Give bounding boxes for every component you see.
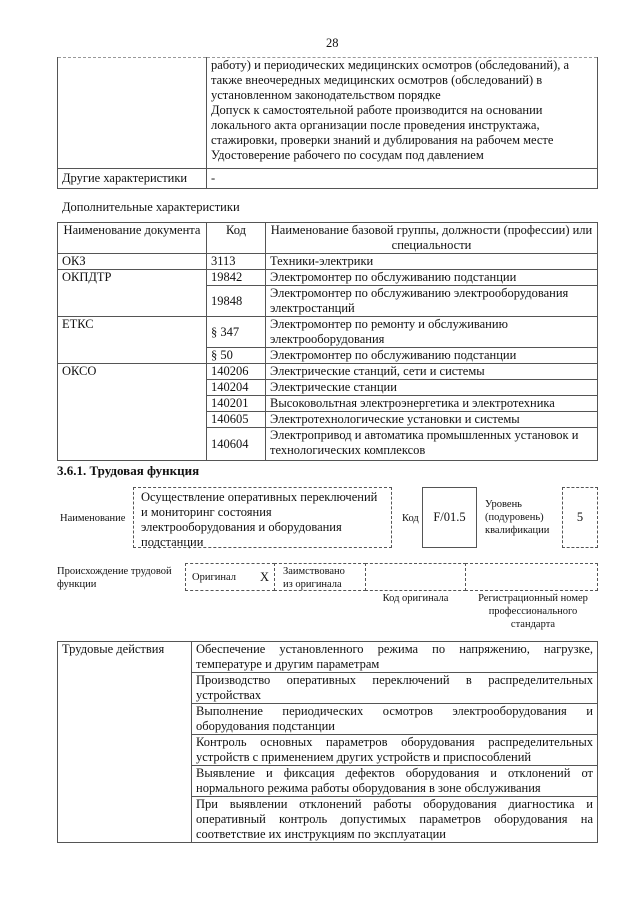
level-value: 5 — [562, 487, 598, 548]
code-cell: 3113 — [207, 254, 266, 270]
other-label: Другие характеристики — [58, 169, 207, 189]
action-row — [58, 642, 598, 673]
name-cell: Техники-электрики — [266, 254, 598, 270]
function-code: F/01.5 — [422, 487, 477, 548]
code-cell: 140605 — [207, 412, 266, 428]
header-doc: Наименование документа — [58, 223, 207, 254]
additional-table — [57, 222, 598, 461]
action-item: Выполнение периодических осмотров электрооборудования и оборудования подстанции — [192, 704, 598, 735]
table-row — [58, 254, 598, 270]
reg-number-caption: Регистрационный номер профессионального стандарта — [478, 593, 588, 630]
name-cell: Электропривод и автоматика промышленных установок и технологических комплексов — [266, 428, 598, 461]
code-label: Код — [402, 513, 419, 524]
other-value: - — [207, 169, 598, 189]
level-label: Уровень (подуровень) квалификации — [485, 499, 550, 536]
requirement-text: Допуск к самостоятельной работе производится на основании локального акта организации после проведения инструктажа, стажировки, проверки знаний и дублирования на рабочем месте — [211, 103, 554, 147]
requirement-text: Удостоверение рабочего по сосудам под давлением — [211, 148, 484, 162]
origin-label: Происхождение трудовой функции — [57, 566, 172, 590]
code-cell: 140604 — [207, 428, 266, 461]
action-item: Обеспечение установленного режима по напряжению, нагрузке, температуре и другим параметрам — [192, 642, 598, 673]
doc-cell: ОКЗ — [58, 254, 207, 270]
name-cell: Электромонтер по ремонту и обслуживанию электрооборудования — [266, 317, 598, 348]
name-cell: Электрические станций, сети и системы — [266, 364, 598, 380]
code-cell: 19848 — [207, 286, 266, 317]
header-code: Код — [207, 223, 266, 254]
page-number: 28 — [326, 36, 339, 50]
name-cell: Электромонтер по обслуживанию электрооборудования электростанций — [266, 286, 598, 317]
code-cell: 19842 — [207, 270, 266, 286]
table-row — [58, 364, 598, 380]
actions-table — [57, 641, 598, 843]
borrowed-label: Заимствовано из оригинала — [274, 563, 366, 591]
table-row — [58, 270, 598, 286]
header-name: Наименование базовой группы, должности (профессии) или специальности — [266, 223, 598, 254]
actions-label: Трудовые действия — [58, 642, 192, 843]
table-row — [58, 317, 598, 348]
doc-cell: ОКСО — [58, 364, 207, 461]
doc-cell: ОКПДТР — [58, 270, 207, 317]
action-item: Контроль основных параметров оборудования распределительных устройств с применением других устройств и приспособлений — [192, 735, 598, 766]
name-cell: Электромонтер по обслуживанию подстанции — [266, 270, 598, 286]
original-label: Оригинал — [192, 572, 236, 583]
origin-code-caption: Код оригинала — [382, 593, 449, 604]
code-cell: 140204 — [207, 380, 266, 396]
doc-cell: ЕТКС — [58, 317, 207, 364]
function-name: Осуществление оперативных переключений и мониторинг состояния электрооборудования и оборудования подстанции — [133, 487, 392, 548]
requirements-table — [57, 57, 598, 189]
code-cell: 140201 — [207, 396, 266, 412]
function-heading: 3.6.1. Трудовая функция — [57, 463, 200, 478]
origin-code-cell — [365, 563, 466, 591]
reg-number-cell — [465, 563, 598, 591]
additional-title: Дополнительные характеристики — [62, 200, 240, 214]
action-item: Выявление и фиксация дефектов оборудования и отклонений от нормального режима работы оборудования в зоне обслуживания — [192, 766, 598, 797]
original-mark: X — [260, 570, 270, 584]
action-item: Производство оперативных переключений в распределительных устройствах — [192, 673, 598, 704]
name-cell: Электрические станции — [266, 380, 598, 396]
code-cell: § 50 — [207, 348, 266, 364]
requirement-text: работу) и периодических медицинских осмотров (обследований), а также внеочередных медицинских осмотров (обследований) в установленном законодательством порядке — [211, 58, 570, 102]
action-item: При выявлении отклонений работы оборудования диагностика и оперативный контроль допустимых параметров оборудования на соответствие их инструкциям по эксплуатации — [192, 797, 598, 843]
original-cell — [185, 563, 275, 591]
name-cell: Электромонтер по обслуживанию подстанции — [266, 348, 598, 364]
name-cell: Высоковольтная электроэнергетика и электротехника — [266, 396, 598, 412]
code-cell: § 347 — [207, 317, 266, 348]
name-cell: Электротехнологические установки и системы — [266, 412, 598, 428]
name-label: Наименование — [60, 513, 126, 524]
code-cell: 140206 — [207, 364, 266, 380]
